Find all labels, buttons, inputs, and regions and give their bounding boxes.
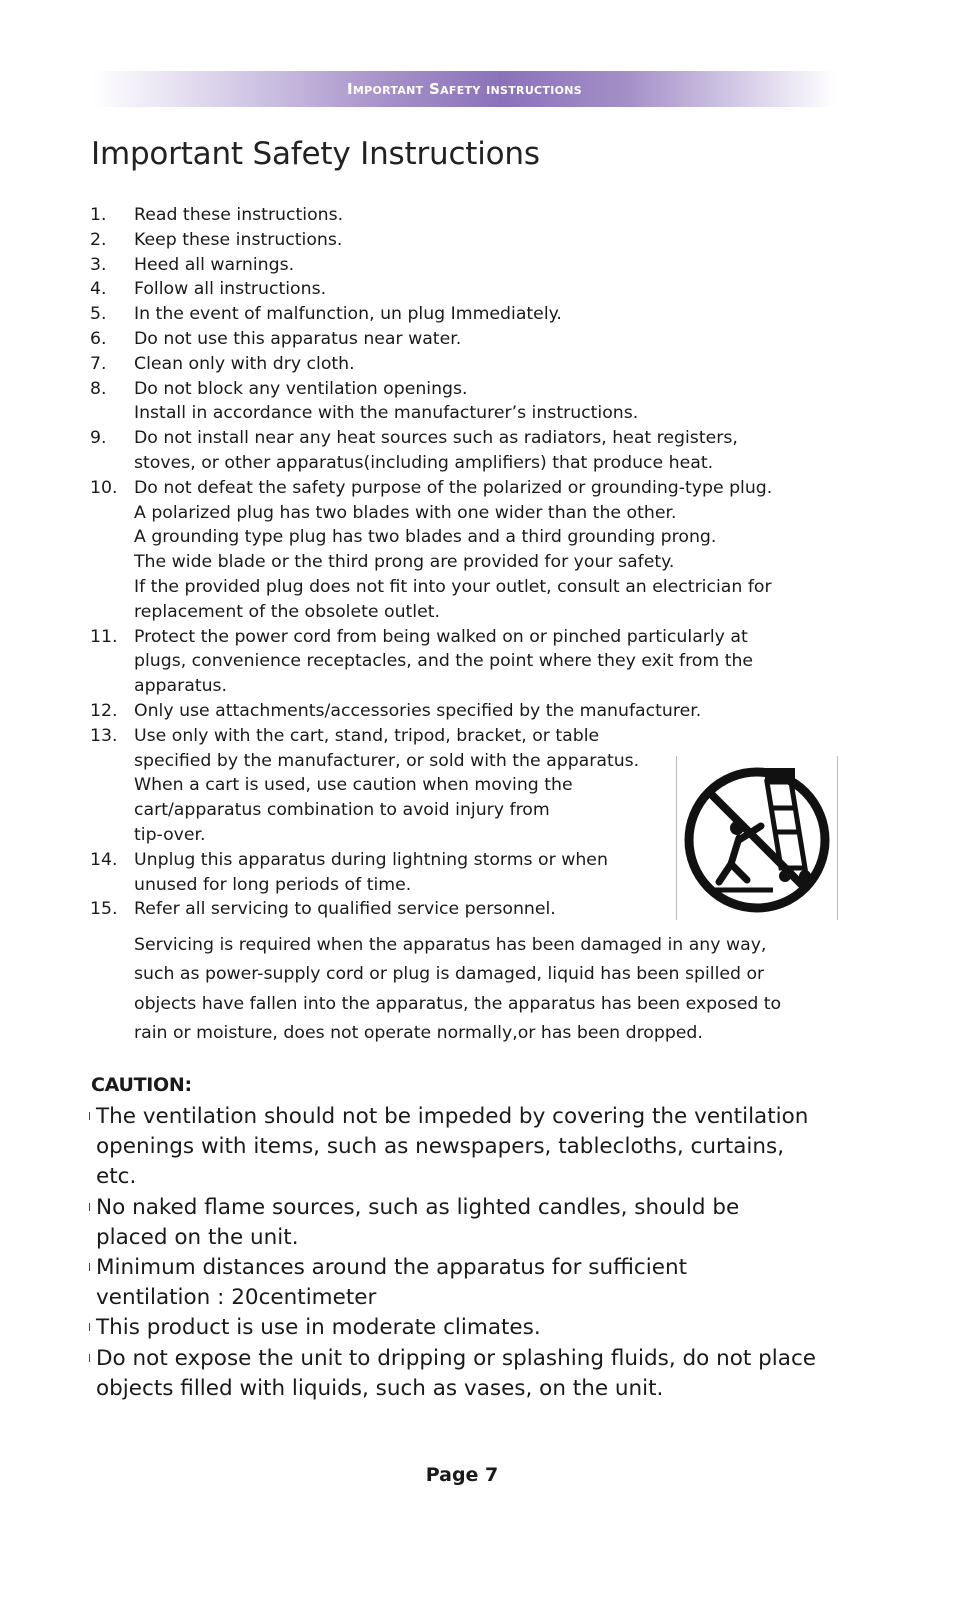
instruction-line: plugs, convenience receptacles, and the point where they exit from the	[134, 651, 754, 672]
caution-item	[88, 1253, 848, 1313]
instruction-text	[134, 302, 830, 327]
instruction-text	[134, 699, 830, 724]
instruction-item	[90, 699, 830, 724]
instruction-line: Keep these instructions.	[134, 229, 343, 250]
instruction-text	[134, 228, 830, 253]
instruction-text	[134, 277, 830, 302]
instruction-number: 4.	[90, 279, 107, 300]
instruction-line: The wide blade or the third prong are provided for your safety.	[134, 552, 675, 573]
instruction-line: A grounding type plug has two blades and a third grounding prong.	[134, 527, 717, 548]
header-band	[92, 71, 837, 107]
instruction-item	[90, 327, 830, 352]
instruction-line: Protect the power cord from being walked on or pinched particularly at	[134, 626, 748, 647]
instruction-number: 5.	[90, 304, 107, 325]
caution-line: etc.	[96, 1164, 137, 1190]
instruction-text	[134, 625, 830, 699]
instruction-text	[134, 203, 830, 228]
instruction-number: 12.	[90, 700, 118, 721]
caution-bullet: l	[88, 1351, 92, 1365]
instruction-line: cart/apparatus combination to avoid injury from	[134, 800, 550, 821]
page-number: Page 7	[425, 1464, 499, 1486]
instruction-number: 3.	[90, 254, 107, 275]
instruction-text	[134, 377, 830, 427]
instruction-line: Use only with the cart, stand, tripod, bracket, or table	[134, 725, 600, 746]
instruction-line: tip-over.	[134, 824, 206, 845]
instruction-number: 13.	[90, 725, 118, 746]
caution-bullet: l	[88, 1321, 92, 1335]
instruction-line: stoves, or other apparatus(including amplifiers) that produce heat.	[134, 452, 714, 473]
cart-tip-over-warning-icon	[681, 760, 831, 914]
instruction-number: 2.	[90, 229, 107, 250]
caution-line: openings with items, such as newspapers, tablecloths, curtains,	[96, 1134, 785, 1160]
instruction-text	[134, 352, 830, 377]
instruction-line: apparatus.	[134, 676, 228, 697]
instruction-line: Follow all instructions.	[134, 279, 327, 300]
caution-bullet: l	[88, 1110, 92, 1123]
instruction-line: Install in accordance with the manufacturer’s instructions.	[134, 403, 639, 424]
caution-list	[88, 1102, 848, 1404]
instruction-text	[134, 253, 830, 278]
instruction-item	[90, 253, 830, 278]
instruction-text	[134, 426, 830, 476]
caution-line: Minimum distances around the apparatus for sufficient	[96, 1255, 687, 1281]
caution-bullet: l	[88, 1261, 92, 1275]
instruction-number: 7.	[90, 353, 107, 374]
instruction-line: Heed all warnings.	[134, 254, 295, 275]
header-title: Important Safety instructions	[346, 80, 583, 98]
instruction-number: 11.	[90, 626, 118, 647]
caution-line: placed on the unit.	[96, 1224, 299, 1250]
caution-line: The ventilation should not be impeded by covering the ventilation	[96, 1104, 809, 1129]
caution-bullet: l	[88, 1200, 92, 1214]
instruction-line: unused for long periods of time.	[134, 874, 412, 895]
servicing-line: such as power-supply cord or plug is damaged, liquid has been spilled or	[134, 964, 765, 985]
instruction-line: Only use attachments/accessories specified by the manufacturer.	[134, 700, 702, 721]
caution-line: Do not expose the unit to dripping or splashing fluids, do not place	[96, 1345, 817, 1371]
instruction-item	[90, 476, 830, 625]
caution-line: ventilation : 20centimeter	[96, 1285, 377, 1311]
servicing-line: objects have fallen into the apparatus, the apparatus has been exposed to	[134, 993, 782, 1014]
caution-item	[88, 1102, 848, 1193]
instruction-item	[90, 377, 830, 427]
instruction-item	[90, 302, 830, 327]
instruction-item	[90, 426, 830, 476]
instruction-line: Do not use this apparatus near water.	[134, 328, 462, 349]
caution-item	[88, 1313, 848, 1343]
instruction-number: 9.	[90, 428, 107, 449]
instruction-number: 6.	[90, 328, 107, 349]
instruction-number: 1.	[90, 205, 107, 225]
instruction-line: Clean only with dry cloth.	[134, 353, 355, 374]
instruction-text	[134, 327, 830, 352]
caution-item	[88, 1344, 848, 1404]
instruction-number: 15.	[90, 899, 118, 920]
caution-heading: CAUTION:	[91, 1074, 192, 1096]
instruction-line: A polarized plug has two blades with one wider than the other.	[134, 502, 677, 523]
servicing-line: Servicing is required when the apparatus has been damaged in any way,	[134, 935, 767, 955]
instruction-line: Do not install near any heat sources such as radiators, heat registers,	[134, 428, 738, 449]
caution-item	[88, 1193, 848, 1253]
instruction-number: 14.	[90, 849, 118, 870]
servicing-line: rain or moisture, does not operate normally,or has been dropped.	[134, 1023, 703, 1044]
instruction-number: 8.	[90, 378, 107, 399]
caution-line: This product is use in moderate climates.	[96, 1315, 541, 1341]
instruction-line: Unplug this apparatus during lightning storms or when	[134, 849, 608, 870]
instruction-line: If the provided plug does not fit into your outlet, consult an electrician for	[134, 576, 772, 597]
instruction-line: In the event of malfunction, un plug Immediately.	[134, 304, 562, 325]
instruction-line: specified by the manufacturer, or sold with the apparatus.	[134, 750, 640, 771]
instruction-item	[90, 625, 830, 699]
page-title: Important Safety Instructions	[91, 136, 540, 172]
instruction-number: 10.	[90, 477, 118, 498]
cart-warning-figure	[676, 756, 838, 920]
instruction-line: Do not block any ventilation openings.	[134, 378, 468, 399]
instruction-item	[90, 277, 830, 302]
instruction-line: Read these instructions.	[134, 205, 344, 225]
instruction-line: replacement of the obsolete outlet.	[134, 601, 440, 622]
instruction-item	[90, 352, 830, 377]
servicing-note	[134, 931, 781, 1049]
instruction-item	[90, 228, 830, 253]
caution-line: No naked flame sources, such as lighted candles, should be	[96, 1194, 740, 1220]
caution-line: objects filled with liquids, such as vases, on the unit.	[96, 1375, 664, 1401]
instruction-line: When a cart is used, use caution when moving the	[134, 775, 573, 796]
instruction-text	[134, 476, 830, 625]
instruction-line: Refer all servicing to qualified service personnel.	[134, 899, 556, 920]
instruction-line: Do not defeat the safety purpose of the polarized or grounding-type plug.	[134, 477, 773, 498]
instruction-item	[90, 203, 830, 228]
